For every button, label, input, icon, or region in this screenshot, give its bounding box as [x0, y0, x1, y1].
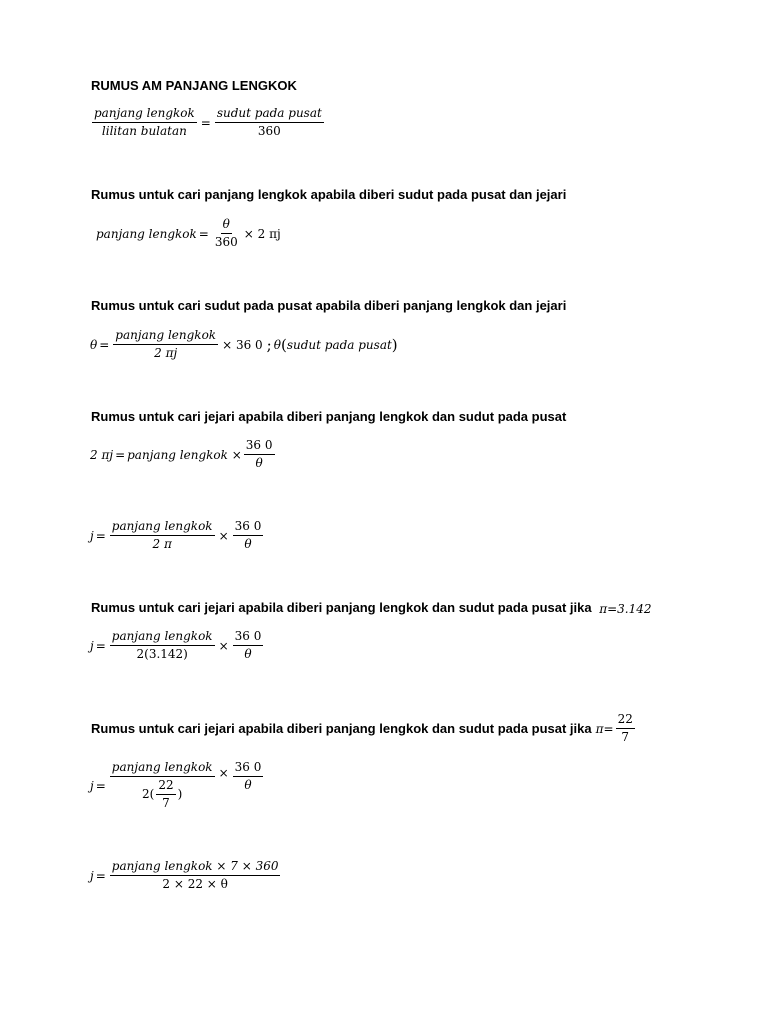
formula-angle: θ = $\frac{\text{panjang lengkok}}{2 \pi j}$ × 36 0 ; θ ( sudut pada pusat )	[90, 328, 398, 360]
page-title: RUMUS AM PANJANG LENGKOK	[91, 78, 297, 93]
fraction-right: $\frac{\text{sudut pada pusat}}{360}$	[216, 106, 322, 138]
formula-radius-2: j = $\frac{\text{panjang lengkok}}{2 \pi}$ × $\frac{36 0}{\theta}$	[90, 519, 262, 551]
fraction: $\frac{\text{panjang lengkok}}{2 \pi j}$	[115, 328, 217, 360]
section-heading-arc-length: Rumus untuk cari panjang lengkok apabila diberi sudut pada pusat dan jejari	[91, 187, 567, 202]
formula-radius-pi-decimal: j = $\frac{\text{panjang lengkok}}{2(3.142)}$ × $\frac{36 0}{\theta}$	[90, 629, 262, 661]
formula-radius-pi-fraction: j = panjang lengkok 2( $\frac{22}{7}$ ) × $\frac{36 0}{\theta}$	[90, 760, 262, 810]
fraction-2: $\frac{36 0}{\theta}$	[234, 760, 262, 792]
section-heading-radius: Rumus untuk cari jejari apabila diberi panjang lengkok dan sudut pada pusat	[91, 409, 567, 424]
fraction: $\frac{\text{panjang lengkok × 7 × 360}}{2 \times 22 \times \theta}$	[111, 859, 279, 891]
fraction-1: $\frac{\text{panjang lengkok}}{2 \pi}$	[111, 519, 213, 551]
fraction-2: $\frac{36 0}{\theta}$	[234, 629, 262, 661]
fraction: $\frac{36 0}{\theta}$	[245, 438, 273, 470]
fraction-2: $\frac{36 0}{\theta}$	[234, 519, 262, 551]
fraction: $\frac{\theta}{360}$	[214, 217, 238, 249]
formula-arc-length: panjang lengkok = $\frac{\theta}{360}$ × 2 πj	[96, 217, 281, 249]
fraction-1: $\frac{\text{panjang lengkok}}{2(3.142)}$	[111, 629, 213, 661]
formula-radius-1: 2 πj = panjang lengkok × $\frac{36 0}{\theta}$	[90, 438, 273, 470]
formula-general: $\frac{\text{panjang lengkok}}{\text{lilitan bulatan}}$ = $\frac{\text{sudut pada pusat}}{360}$	[94, 106, 322, 138]
section-heading-radius-pi-decimal: Rumus untuk cari jejari apabila diberi panjang lengkok dan sudut pada pusat jika π=3.142	[91, 600, 652, 616]
fraction-1: panjang lengkok 2( $\frac{22}{7}$ )	[111, 760, 213, 810]
section-heading-angle: Rumus untuk cari sudut pada pusat apabila diberi panjang lengkok dan jejari	[91, 298, 567, 313]
formula-radius-final: j = $\frac{\text{panjang lengkok × 7 × 360}}{2 \times 22 \times \theta}$	[90, 859, 279, 891]
fraction-left: $\frac{\text{panjang lengkok}}{\text{lilitan bulatan}}$	[94, 106, 195, 138]
section-heading-radius-pi-fraction: Rumus untuk cari jejari apabila diberi panjang lengkok dan sudut pada pusat jika π= $\frac{22}{7}$	[91, 712, 633, 744]
